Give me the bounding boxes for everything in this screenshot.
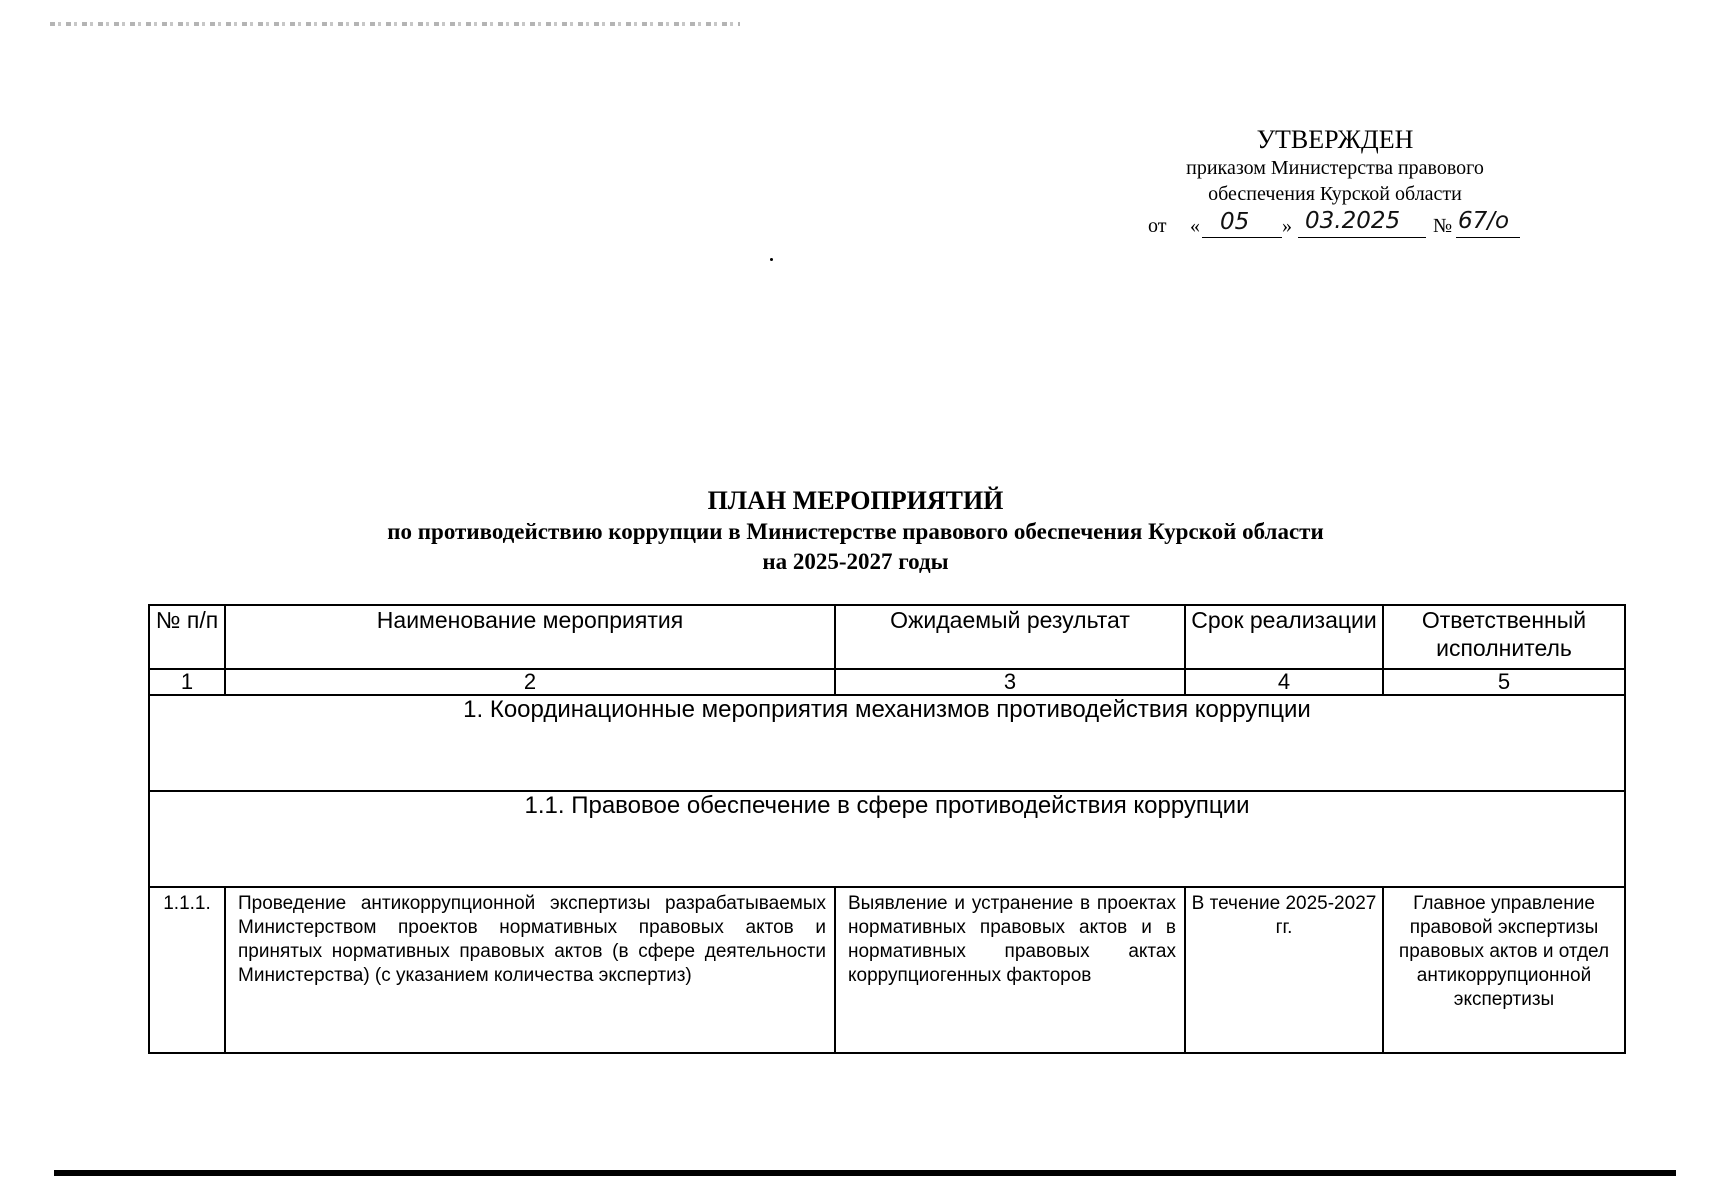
page-bottom-rule — [54, 1170, 1676, 1176]
title-line-3: на 2025-2027 годы — [762, 549, 949, 574]
header-cell-name: Наименование мероприятия — [225, 605, 835, 669]
row-term: В течение 2025-2027 гг. — [1185, 887, 1383, 1053]
subsection-row — [149, 791, 1625, 887]
approval-stamp-block — [1150, 125, 1520, 243]
table-row — [149, 887, 1625, 1053]
approval-heading: УТВЕРЖДЕН — [1256, 125, 1414, 154]
row-activity-name: Проведение антикоррупционной экспертизы разрабатываемых Министерством проектов нормативных правовых актов и принятых нормативных правовых актов (в сфере деятельности Министерства) (с указанием количества экспертиз) — [225, 887, 835, 1053]
section-row — [149, 695, 1625, 791]
title-line-1: ПЛАН МЕРОПРИЯТИЙ — [707, 486, 1004, 515]
month-year-underline — [1298, 237, 1426, 238]
column-number: 2 — [225, 669, 835, 695]
subsection-heading: 1.1. Правовое обеспечение в сфере противодействия коррупции — [149, 791, 1625, 887]
number-sign: № — [1433, 215, 1453, 237]
day-underline — [1202, 237, 1282, 238]
row-number: 1.1.1. — [149, 887, 225, 1053]
close-quote: » — [1282, 215, 1292, 237]
header-cell-term: Срок реализации — [1185, 605, 1383, 669]
handwritten-month-year: 03.2025 — [1305, 208, 1401, 234]
date-prefix: от — [1148, 215, 1167, 237]
document-title — [0, 485, 1711, 577]
approval-order-line — [1150, 209, 1520, 243]
scan-artifact-line — [50, 22, 740, 26]
column-number: 3 — [835, 669, 1185, 695]
header-cell-result: Ожидаемый результат — [835, 605, 1185, 669]
section-heading: 1. Координационные мероприятия механизмов противодействия коррупции — [149, 695, 1625, 791]
header-cell-number: № п/п — [149, 605, 225, 669]
column-number: 1 — [149, 669, 225, 695]
header-cell-executor: Ответственный исполнитель — [1383, 605, 1625, 669]
row-expected-result: Выявление и устранение в проектах нормативных правовых актов и в нормативных правовых актах коррупциогенных факторов — [835, 887, 1185, 1053]
column-number: 4 — [1185, 669, 1383, 695]
handwritten-number: 67/о — [1458, 208, 1510, 234]
column-number: 5 — [1383, 669, 1625, 695]
approval-line-2: обеспечения Курской области — [1208, 183, 1462, 205]
approval-line-1: приказом Министерства правового — [1186, 157, 1484, 179]
column-number-row — [149, 669, 1625, 695]
table-header-row — [149, 605, 1625, 669]
handwritten-day: 05 — [1220, 209, 1250, 235]
open-quote: « — [1190, 215, 1200, 237]
title-line-2: по противодействию коррупции в Министерстве правового обеспечения Курской области — [387, 519, 1324, 544]
plan-table — [148, 604, 1626, 1054]
scan-dot — [770, 258, 773, 261]
number-underline — [1456, 237, 1520, 238]
row-executor: Главное управление правовой экспертизы правовых актов и отдел антикоррупционной экспертизы — [1383, 887, 1625, 1053]
